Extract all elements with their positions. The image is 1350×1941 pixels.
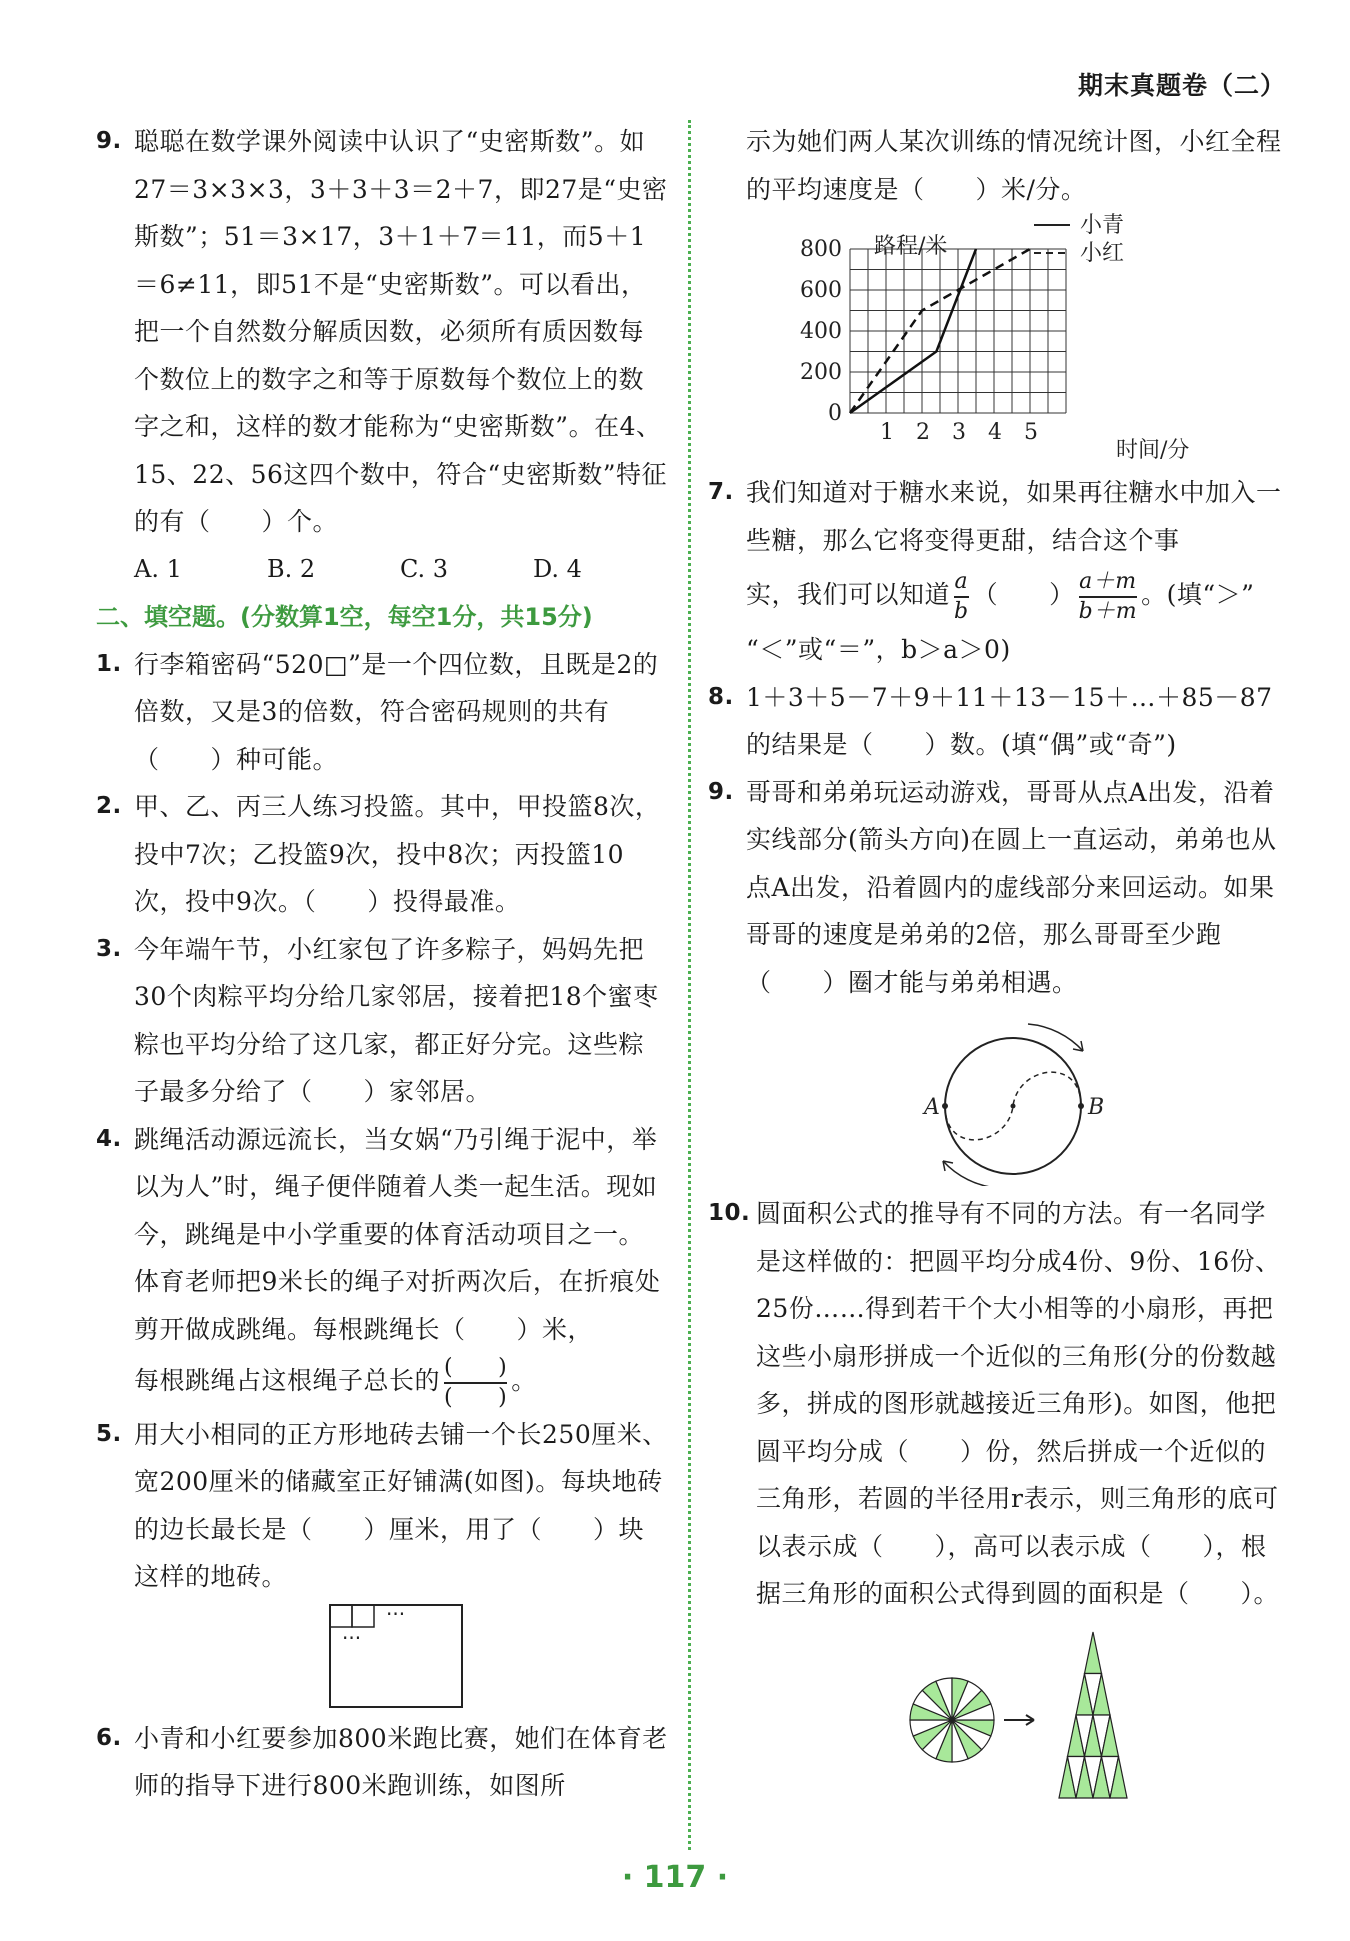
y-tick-label: 600 bbox=[800, 278, 842, 303]
question-1 bbox=[96, 641, 668, 784]
question-number: 5. bbox=[96, 1420, 122, 1447]
question-number: 6. bbox=[96, 1724, 122, 1751]
line-chart bbox=[708, 213, 1288, 469]
y-tick-label: 200 bbox=[800, 360, 842, 385]
x-tick-label: 4 bbox=[988, 420, 1002, 445]
question-10 bbox=[708, 1190, 1288, 1618]
fraction-denominator: b＋m bbox=[1078, 598, 1138, 624]
tile-2 bbox=[352, 1605, 374, 1627]
arrow-arc-top bbox=[1028, 1024, 1083, 1051]
question-4 bbox=[96, 1116, 668, 1411]
question-text: 用大小相同的正方形地砖去铺一个长250厘米、宽200厘米的储藏室正好铺满(如图)。每块地砖的边长最长是（ ）厘米，用了（ ）块这样的地砖。 bbox=[134, 1419, 668, 1591]
question-number: 9. bbox=[708, 778, 734, 805]
tile-1 bbox=[330, 1605, 352, 1627]
question-text-line3: “＜”或“＝”，b＞a＞0) bbox=[746, 635, 1011, 664]
fraction-am-over-bm bbox=[1079, 569, 1137, 625]
x-tick-label: 3 bbox=[952, 420, 966, 445]
section-title: 二、填空题。(分数算1空，每空1分，共15分) bbox=[96, 602, 593, 631]
question-number: 3. bbox=[96, 935, 122, 962]
fraction-a-over-b bbox=[954, 569, 969, 625]
page-number: · 117 · bbox=[621, 1860, 729, 1895]
question-2 bbox=[96, 783, 668, 926]
y-tick-label: 400 bbox=[800, 319, 842, 344]
fraction-numerator: a＋m bbox=[1079, 568, 1137, 594]
x-tick-label: 1 bbox=[880, 420, 894, 445]
text-segment: 。(填“＞” bbox=[1141, 580, 1255, 609]
x-tick-label: 2 bbox=[916, 420, 930, 445]
choice-c[interactable]: C. 3 bbox=[400, 554, 449, 583]
question-number: 4. bbox=[96, 1125, 122, 1152]
question-9-right bbox=[708, 769, 1288, 1007]
question-number: 8. bbox=[708, 683, 734, 710]
question-3 bbox=[96, 926, 668, 1116]
tile-dots-row: ··· bbox=[386, 1601, 406, 1626]
choice-d[interactable]: D. 4 bbox=[533, 554, 582, 583]
choice-b[interactable]: B. 2 bbox=[267, 554, 316, 583]
question-number: 1. bbox=[96, 650, 122, 677]
chart-grid bbox=[850, 249, 1066, 413]
question-text: 聪聪在数学课外阅读中认识了“史密斯数”。如27＝3×3×3，3＋3＋3＝2＋7，即27是“史密斯数”；51＝3×17，3＋1＋7＝11，而5＋1＝6≠11，即51不是“史密斯数”。可以看出，把一个自然数分解质因数，必须所有质因数每个数位上的数字之和等于原数每个数位上的数字之和，这样的数才能称为“史密斯数”。在4、15、22、56这四个数中，符合“史密斯数”特征的有（ ）个。 bbox=[134, 127, 668, 536]
question-6-continued: 示为她们两人某次训练的情况统计图，小红全程的平均速度是（ ）米/分。 bbox=[746, 127, 1282, 204]
page-header: 期末真题卷（二） bbox=[1077, 71, 1286, 100]
fraction-denominator: ( ) bbox=[444, 1384, 508, 1410]
choices bbox=[96, 546, 668, 593]
legend-label-2: 小红 bbox=[1080, 241, 1125, 266]
fraction-numerator: a bbox=[954, 568, 969, 594]
chart-ticks bbox=[800, 237, 1038, 445]
right-column bbox=[708, 118, 1288, 1804]
left-column bbox=[96, 118, 668, 1810]
question-number: 9. bbox=[96, 128, 122, 154]
assembled-triangle bbox=[1059, 1632, 1127, 1798]
question-text: 我们知道对于糖水来说，如果再往糖水中加入一些糖，那么它将变得更甜，结合这个事 bbox=[746, 478, 1282, 555]
triangle-piece bbox=[1085, 1632, 1102, 1674]
sectored-circle bbox=[910, 1678, 994, 1762]
circle-motion-figure bbox=[708, 1006, 1288, 1186]
text-segment: 实，我们可以知道 bbox=[746, 580, 951, 609]
legend-label-1: 小青 bbox=[1080, 213, 1125, 238]
point-b bbox=[1078, 1103, 1084, 1109]
center-point bbox=[1011, 1104, 1016, 1109]
answer-blank[interactable]: （ ） bbox=[972, 580, 1075, 609]
question-text: 跳绳活动源远流长，当女娲“乃引绳于泥中，举以为人”时，绳子便伴随着人类一起生活。现如今，跳绳是中小学重要的体育活动项目之一。体育老师把9米长的绳子对折两次后，在折痕处剪开做成跳绳。每根跳绳长（ ）米， bbox=[134, 1124, 661, 1344]
y-axis-label: 路程/米 bbox=[874, 234, 948, 259]
question-text: 1＋3＋5－7＋9＋11＋13－15＋…＋85－87的结果是（ ）数。(填“偶”或“奇”) bbox=[746, 682, 1273, 759]
question-text: 行李箱密码“520□”是一个四位数，且既是2的倍数，又是3的倍数，符合密码规则的共有（ ）种可能。 bbox=[134, 649, 659, 774]
question-text: 甲、乙、丙三人练习投篮。其中，甲投篮8次，投中7次；乙投篮9次，投中8次；丙投篮10次，投中9次。（ ）投得最准。 bbox=[134, 792, 661, 916]
column-divider bbox=[688, 120, 691, 1850]
tile-dots-col: ··· bbox=[342, 1625, 362, 1650]
period: 。 bbox=[511, 1366, 537, 1395]
question-6 bbox=[96, 1715, 668, 1810]
question-text: 哥哥和弟弟玩运动游戏，哥哥从点A出发，沿着实线部分(箭头方向)在圆上一直运动，弟弟也从点A出发，沿着圆内的虚线部分来回运动。如果哥哥的速度是弟弟的2倍，那么哥哥至少跑（ ）圈才能与弟弟相遇。 bbox=[746, 777, 1277, 997]
fraction-numerator: ( ) bbox=[444, 1354, 508, 1380]
question-number: 7. bbox=[708, 479, 734, 505]
question-text: 今年端午节，小红家包了许多粽子，妈妈先把30个肉粽平均分给几家邻居，接着把18个蜜枣粽也平均分给了这几家，都正好分完。这些粽子最多分给了（ ）家邻居。 bbox=[134, 934, 659, 1106]
label-b: B bbox=[1088, 1095, 1105, 1120]
y-tick-label: 800 bbox=[800, 237, 842, 262]
fraction-bar bbox=[954, 596, 969, 598]
question-8 bbox=[708, 674, 1288, 769]
question-5 bbox=[96, 1411, 668, 1601]
question-9-left bbox=[96, 118, 668, 546]
question-text-tail: 每根跳绳占这根绳子总长的 bbox=[134, 1366, 441, 1395]
fraction-blank[interactable] bbox=[444, 1355, 507, 1411]
question-7 bbox=[708, 469, 1288, 674]
circle-to-triangle-figure bbox=[708, 1618, 1288, 1804]
fraction-bar bbox=[1079, 596, 1137, 598]
point-a bbox=[942, 1103, 948, 1109]
x-axis-label: 时间/分 bbox=[1116, 438, 1190, 463]
arrow-arc-bottom bbox=[943, 1161, 998, 1186]
question-text: 圆面积公式的推导有不同的方法。有一名同学是这样做的：把圆平均分成4份、9份、16份、25份……得到若干个大小相等的小扇形，再把这些小扇形拼成一个近似的三角形(分的份数越多，拼成的图形就越接近三角形)。如图，他把圆平均分成（ ）份，然后拼成一个近似的三角形，若圆的半径用r表示，则三角形的底可以表示成（ ），高可以表示成（ ），根据三角形的面积公式得到圆的面积是（ ）。 bbox=[756, 1199, 1281, 1608]
tile-figure bbox=[96, 1601, 668, 1711]
choice-a[interactable]: A. 1 bbox=[134, 554, 182, 583]
x-tick-label: 5 bbox=[1024, 420, 1038, 445]
question-number: 2. bbox=[96, 793, 122, 819]
fraction-denominator: b bbox=[954, 598, 969, 624]
question-text: 小青和小红要参加800米跑比赛，她们在体育老师的指导下进行800米跑训练，如图所 bbox=[134, 1723, 668, 1800]
label-a: A bbox=[924, 1095, 940, 1120]
fraction-bar bbox=[444, 1382, 507, 1384]
question-number: 10. bbox=[708, 1200, 751, 1226]
y-tick-label: 0 bbox=[828, 401, 842, 426]
